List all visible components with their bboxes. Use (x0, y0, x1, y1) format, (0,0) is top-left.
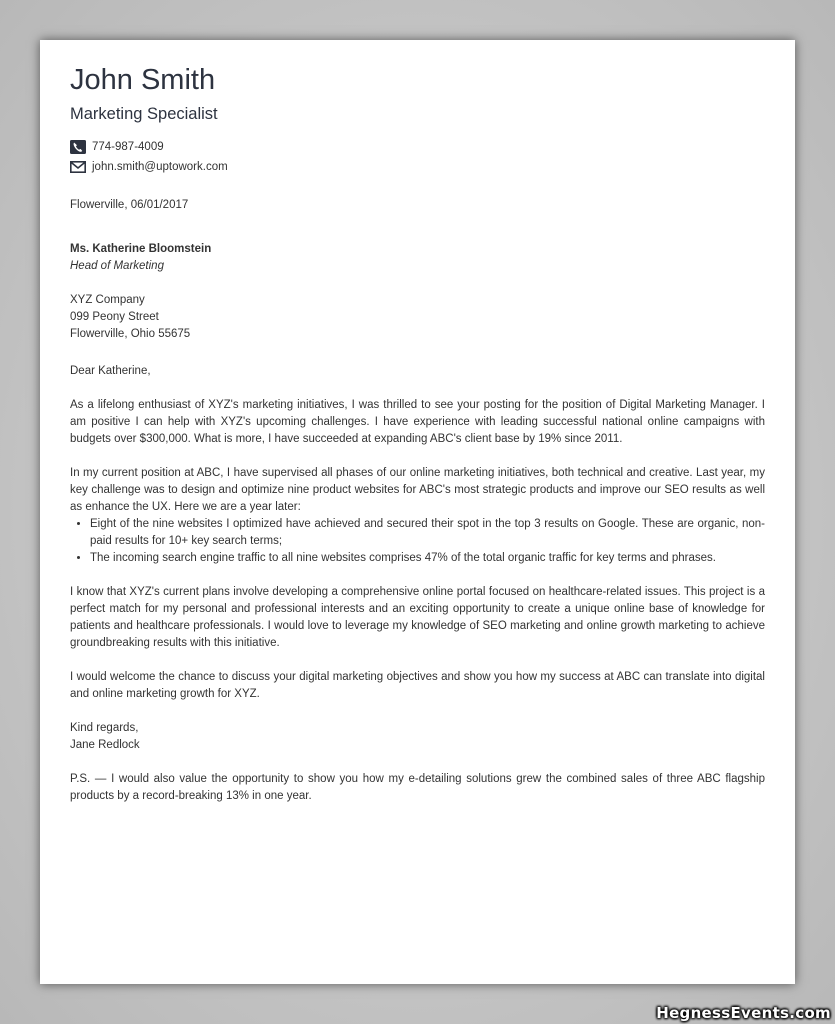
closing-regards: Kind regards, (70, 721, 139, 734)
watermark-text: HegnessEvents.com (656, 1004, 831, 1022)
paragraph-motivation: I know that XYZ's current plans involve developing a comprehensive online portal focused on healthcare-related issues. This project is a perfect match for my personal and professional interests and an exciting opportunity to create a unique online base of knowledge for patients and healthcare professionals. I would love to leverage my knowledge of SEO marketing and online growth marketing to achieve groundbreaking results with this initiative. (70, 585, 765, 649)
phone-row (70, 137, 765, 157)
city-address: Flowerville, Ohio 55675 (70, 327, 191, 340)
achievements-list (70, 516, 765, 567)
salutation: Dear Katherine, (70, 364, 151, 377)
company-name: XYZ Company (70, 293, 145, 306)
list-item: • The incoming search engine traffic to all nine websites comprises 47% of the total organic traffic for key terms and phrases. (90, 550, 765, 567)
contact-block (70, 137, 765, 177)
phone-number: 774-987-4009 (92, 140, 164, 153)
email-address: john.smith@uptowork.com (92, 160, 228, 173)
street-address: 099 Peony Street (70, 310, 159, 323)
letter-date: Flowerville, 06/01/2017 (70, 198, 189, 211)
email-row (70, 157, 765, 177)
paragraph-experience-text: In my current position at ABC, I have supervised all phases of our online marketing initiatives, both technical and creative. Last year, my key challenge was to design and optimize nine product websites for ABC's most strategic products and improve our SEO results as well as enhance the UX. Here we are a year later: (70, 466, 765, 513)
recipient-role: Head of Marketing (70, 259, 164, 272)
applicant-name: John Smith (70, 64, 216, 96)
paragraph-intro: As a lifelong enthusiast of XYZ's marketing initiatives, I was thrilled to see your posting for the position of Digital Marketing Manager. I am positive I can help with XYZ's upcoming challenges. I have experience with leading successful national online campaigns with budgets over $300,000. What is more, I have succeeded at expanding ABC's client base by 19% since 2011. (70, 398, 765, 445)
cover-letter-page (40, 40, 795, 984)
phone-icon (70, 140, 86, 154)
recipient-block (70, 241, 765, 275)
closing-block (70, 720, 765, 754)
paragraph-experience (70, 465, 765, 567)
recipient-name: Ms. Katherine Bloomstein (70, 242, 212, 255)
postscript: P.S. — I would also value the opportunity to show you how my e-detailing solutions grew the combined sales of three ABC flagship products by a record-breaking 13% in one year. (70, 772, 765, 802)
applicant-title: Marketing Specialist (70, 104, 218, 123)
envelope-icon (70, 161, 86, 173)
signature-name: Jane Redlock (70, 738, 140, 751)
paragraph-call-to-action: I would welcome the chance to discuss your digital marketing objectives and show you how my success at ABC can translate into digital and online marketing growth for XYZ. (70, 670, 765, 700)
recipient-address (70, 292, 765, 343)
list-item: • Eight of the nine websites I optimized have achieved and secured their spot in the top 3 results on Google. These are organic, non-paid results for 10+ key search terms; (90, 516, 765, 550)
